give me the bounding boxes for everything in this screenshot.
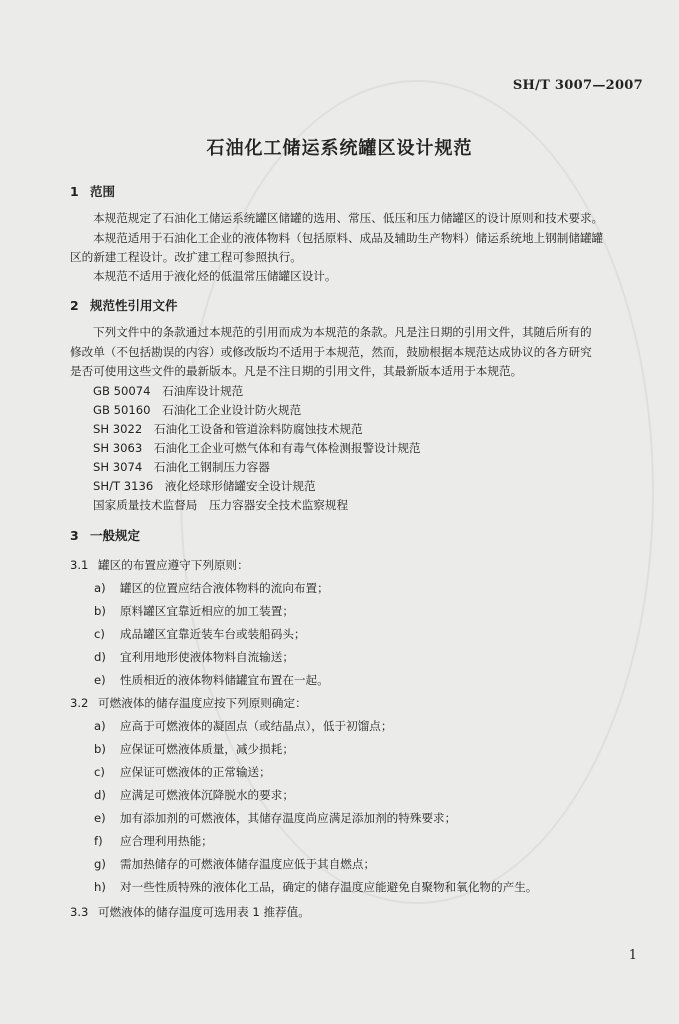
standard-code: SH/T 3007—2007 xyxy=(512,78,643,93)
list-item xyxy=(94,810,456,826)
section-2-number: 2 xyxy=(70,298,79,313)
clause-3-1 xyxy=(70,557,249,573)
list-text: 应保证可燃液体的正常输送； xyxy=(120,765,271,779)
clause-number: 3.2 xyxy=(70,696,89,710)
list-text: 宜利用地形使液体物料自流输送； xyxy=(120,650,294,664)
section-2-para-c: 是否可使用这些文件的最新版本。凡是不注日期的引用文件，其最新版本适用于本规范。 xyxy=(70,364,523,378)
section-1-number: 1 xyxy=(70,184,79,199)
list-label: d) xyxy=(94,788,106,802)
list-text: 应高于可燃液体的凝固点（或结晶点），低于初馏点； xyxy=(120,719,393,733)
section-3-title: 一般规定 xyxy=(90,528,141,543)
list-text: 原料罐区宜靠近相应的加工装置； xyxy=(120,604,294,618)
list-label: h) xyxy=(94,880,106,894)
reference-item: SH/T 3136 液化烃球形储罐安全设计规范 xyxy=(93,479,316,493)
list-label: e) xyxy=(94,811,106,825)
list-text: 对一些性质特殊的液体化工品，确定的储存温度应能避免自聚物和氧化物的产生。 xyxy=(120,880,538,894)
list-label: e) xyxy=(94,673,106,687)
list-text: 应满足可燃液体沉降脱水的要求； xyxy=(120,788,294,802)
section-2-heading xyxy=(70,296,178,314)
list-item xyxy=(94,672,329,688)
list-label: a) xyxy=(94,719,106,733)
list-label: b) xyxy=(94,742,106,756)
list-item xyxy=(94,741,294,757)
section-3-heading xyxy=(70,526,140,544)
section-2-para-a: 下列文件中的条款通过本规范的引用而成为本规范的条款。凡是注日期的引用文件，其随后所有的 xyxy=(93,325,592,339)
list-item xyxy=(94,649,294,665)
page-number: 1 xyxy=(628,948,637,963)
list-text: 罐区的位置应结合液体物料的流向布置； xyxy=(120,581,329,595)
reference-item: 国家质量技术监督局 压力容器安全技术监察规程 xyxy=(93,498,349,512)
section-2-title: 规范性引用文件 xyxy=(90,298,178,313)
list-text: 需加热储存的可燃液体储存温度应低于其自燃点； xyxy=(120,857,376,871)
list-item xyxy=(94,626,306,642)
clause-number: 3.1 xyxy=(70,558,89,572)
list-label: c) xyxy=(94,627,105,641)
list-item xyxy=(94,833,213,849)
list-text: 性质相近的液体物料储罐宜布置在一起。 xyxy=(120,673,329,687)
clause-3-3 xyxy=(70,904,310,920)
clause-3-2 xyxy=(70,695,307,711)
section-1-heading xyxy=(70,182,115,200)
document-title: 石油化工储运系统罐区设计规范 xyxy=(206,138,473,159)
reference-item: GB 50160 石油化工企业设计防火规范 xyxy=(93,403,302,417)
list-item xyxy=(94,879,537,895)
list-item xyxy=(94,580,329,596)
clause-number: 3.3 xyxy=(70,905,89,919)
list-label: c) xyxy=(94,765,105,779)
section-2-para-b: 修改单（不包括勘误的内容）或修改版均不适用于本规范，然而，鼓励根据本规范达成协议的各方研究 xyxy=(70,345,592,359)
list-text: 加有添加剂的可燃液体，其储存温度尚应满足添加剂的特殊要求； xyxy=(120,811,457,825)
section-1-para-2b: 区的新建工程设计。改扩建工程可参照执行。 xyxy=(70,250,302,264)
list-text: 成品罐区宜靠近装车台或装船码头； xyxy=(120,627,306,641)
section-1-para-1: 本规范规定了石油化工储运系统罐区储罐的选用、常压、低压和压力储罐区的设计原则和技术要求。 xyxy=(93,211,604,225)
reference-item: SH 3074 石油化工钢制压力容器 xyxy=(93,460,270,474)
list-item xyxy=(94,718,392,734)
list-label: d) xyxy=(94,650,106,664)
list-text: 应保证可燃液体质量，减少损耗； xyxy=(120,742,294,756)
section-1-para-3: 本规范不适用于液化烃的低温常压储罐区设计。 xyxy=(93,269,337,283)
reference-item: SH 3063 石油化工企业可燃气体和有毒气体检测报警设计规范 xyxy=(93,441,421,455)
section-3-number: 3 xyxy=(70,528,79,543)
list-item xyxy=(94,764,271,780)
list-item xyxy=(94,787,294,803)
list-label: a) xyxy=(94,581,106,595)
list-label: g) xyxy=(94,857,106,871)
list-label: b) xyxy=(94,604,106,618)
section-1-para-2a: 本规范适用于石油化工企业的液体物料（包括原料、成品及辅助生产物料）储运系统地上钢制储罐罐 xyxy=(93,231,604,245)
clause-text: 可燃液体的储存温度可选用表 1 推荐值。 xyxy=(98,905,310,919)
list-label: f) xyxy=(94,834,103,848)
list-text: 应合理利用热能； xyxy=(120,834,213,848)
reference-item: GB 50074 石油库设计规范 xyxy=(93,384,244,398)
list-item xyxy=(94,856,375,872)
list-item xyxy=(94,603,294,619)
section-1-title: 范围 xyxy=(90,184,116,199)
clause-text: 可燃液体的储存温度应按下列原则确定： xyxy=(98,696,307,710)
clause-text: 罐区的布置应遵守下列原则： xyxy=(98,558,249,572)
reference-item: SH 3022 石油化工设备和管道涂料防腐蚀技术规范 xyxy=(93,422,363,436)
